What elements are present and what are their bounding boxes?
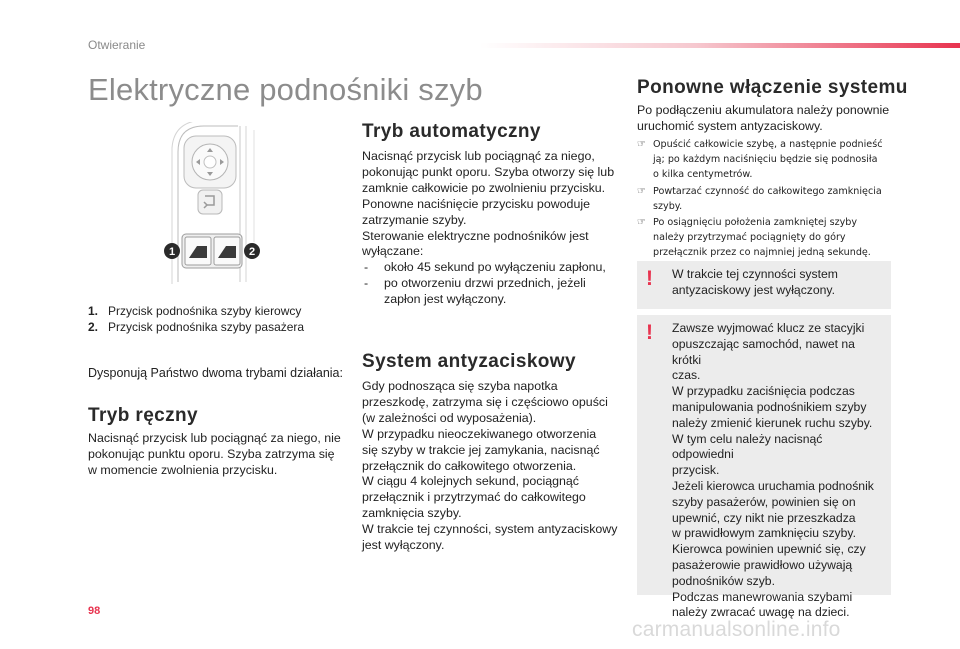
page-title: Elektryczne podnośniki szyb [88, 72, 483, 107]
section-label: Otwieranie [88, 38, 146, 52]
dash-item: - po otworzeniu drzwi przednich, jeżeli zapłon jest wyłączony. [364, 276, 586, 307]
caption-list [88, 303, 304, 335]
pointing-hand-icon: ☞ [637, 217, 646, 229]
caption-item: 1. Przycisk podnośnika szyby kierowcy [88, 304, 302, 318]
svg-text:1: 1 [168, 246, 176, 258]
dash-item: - około 45 sekund po wyłączeniu zapłonu, [364, 260, 606, 275]
pointing-hand-icon: ☞ [637, 139, 646, 150]
warning-text: Zawsze wyjmować klucz ze stacyjki opuszczając samochód, nawet na krótki czas. W przypadku zaciśnięcia podczas manipulowania podnośnikiem szyby należy zmienić kierunek ruchu szyby. W tym celu należy nacisnąć odpowiedni przycisk. Jeżeli kierowca uruchamia podnośnik szyby pasażerów, powinien się on upewnić, czy nikt nie przeszkadza w prawidłowym zamknięciu szyby. Kierowca powinien upewnić się, czy pasażerowie prawidłowo używają podnośników szyb. Podczas manewrowania szybami należy zwracać uwagę na dzieci. [672, 321, 874, 620]
warning-icon: ! [646, 267, 653, 290]
reactivation-heading: Ponowne włączenie systemu [637, 77, 908, 98]
header-accent-bar [480, 43, 960, 48]
automatic-mode-heading: Tryb automatyczny [362, 121, 541, 142]
warning-box [637, 261, 891, 309]
warning-icon: ! [646, 321, 653, 344]
warning-text: W trakcie tej czynności system antyzaciskowy jest wyłączony. [672, 267, 838, 297]
step-item: ☞ Opuścić całkowicie szybę, a następnie podnieść ją; po każdym naciśnięciu będzie się podnosiła o kilka centymetrów. [637, 137, 895, 183]
mirror-fold-icon [198, 190, 222, 214]
caption-item: 2. Przycisk podnośnika szyby pasażera [88, 320, 305, 334]
antipinch-heading: System antyzaciskowy [362, 351, 576, 372]
reactivation-steps [637, 137, 895, 262]
warning-box [637, 315, 891, 620]
reactivation-text: Po podłączeniu akumulatora należy ponownie uruchomić system antyzaciskowy. [637, 103, 890, 133]
manual-mode-text: Nacisnąć przycisk lub pociągnąć za niego, nie pokonując punktu oporu. Szyba zatrzyma się w momencie zwolnienia przycisku. [88, 431, 341, 477]
step-item: ☞ Po osiągnięciu położenia zamkniętej szyby należy przytrzymać pociągnięty do góry przełącznik przez co najmniej jedną sekundę. [637, 215, 895, 261]
manual-mode-heading: Tryb ręczny [88, 405, 199, 426]
watermark: carmanualsonline.info [632, 618, 841, 641]
svg-text:2: 2 [248, 246, 256, 258]
page-number: 98 [88, 605, 101, 617]
step-item: ☞ Powtarzać czynność do całkowitego zamknięcia szyby. [637, 184, 895, 214]
automatic-mode-text: Nacisnąć przycisk lub pociągnąć za niego, pokonując punkt oporu. Szyba otworzy się lub zamknie całkowicie po zwolnieniu przycisku. Ponowne naciśnięcie przycisku powoduje zatrzymanie szyby. Sterowanie elektryczne podnośników jest wyłączane: - około 45 sekund po wyłączeniu zapłonu, - po otworzeniu drzwi przednich, jeżeli zapłon jest wyłączony. [362, 149, 622, 308]
window-switch-illustration [160, 122, 280, 287]
pointing-hand-icon: ☞ [637, 185, 646, 197]
modes-intro: Dysponują Państwo dwoma trybami działania: [88, 366, 343, 380]
antipinch-text: Gdy podnosząca się szyba napotka przeszkodę, zatrzyma się i częściowo opuści (w zależności od wyposażenia). W przypadku nieoczekiwanego otworzenia się szyby w trakcie jej zamykania, nacisnąć przełącznik do całkowitego otworzenia. W ciągu 4 kolejnych sekund, pociągnąć przełącznik i przytrzymać do całkowitego zamknięcia szyby. W trakcie tej czynności, system antyzaciskowy jest wyłączony. [362, 379, 618, 553]
